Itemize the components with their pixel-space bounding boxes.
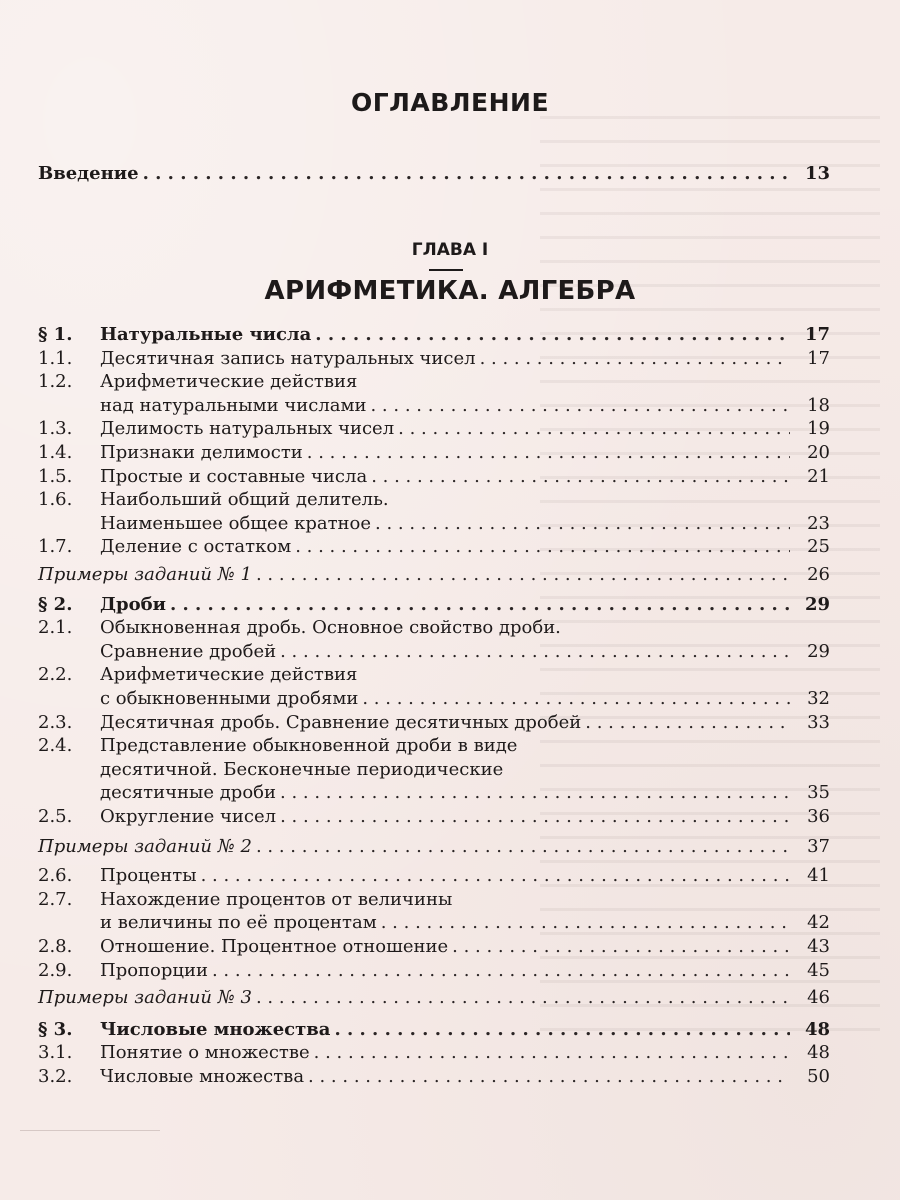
toc-entry[interactable] (38, 986, 830, 1010)
toc-entry[interactable] (38, 1018, 830, 1042)
entry-text: Натуральные числа (100, 324, 312, 345)
toc-entry[interactable] (38, 394, 830, 418)
toc-entry[interactable] (38, 616, 830, 640)
entry-page-number: 42 (807, 912, 830, 934)
dot-leader (362, 687, 790, 711)
entry-text: Примеры заданий № 3 (38, 987, 252, 1009)
entry-number: § 2. (38, 593, 73, 615)
toc-entry[interactable] (38, 563, 830, 587)
dot-leader (256, 986, 790, 1010)
entry-text: Признаки делимости (100, 442, 303, 463)
entry-number: 1.1. (38, 347, 73, 369)
entry-page-number: 17 (807, 347, 830, 369)
entry-text: Арифметические действия (100, 371, 358, 393)
dot-leader (375, 512, 790, 536)
entry-number: 1.7. (38, 536, 73, 558)
entry-page-number: 26 (807, 564, 830, 585)
toc-entry[interactable] (38, 512, 830, 536)
dot-leader (307, 441, 790, 465)
entry-page-number: 35 (807, 782, 830, 804)
entry-page-number: 17 (804, 324, 830, 345)
entry-number: 3.2. (38, 1066, 73, 1087)
entry-text: Отношение. Процентное отношение (100, 936, 449, 957)
chapter-divider (429, 269, 463, 271)
entry-number: § 3. (38, 1018, 73, 1040)
entry-page-number: 25 (807, 536, 830, 558)
dot-leader (480, 347, 790, 371)
entry-text: Наименьшее общее кратное (100, 512, 372, 534)
toc-entry[interactable] (38, 640, 830, 664)
toc-entry-introduction[interactable] (38, 162, 830, 186)
entry-number: 2.6. (38, 865, 73, 887)
entry-text: Простые и составные числа (100, 465, 368, 487)
dot-leader (452, 935, 790, 959)
entry-page-number: 29 (804, 593, 830, 615)
toc-entry[interactable] (38, 835, 830, 859)
entry-number: 1.2. (38, 371, 73, 393)
entry-text: Введение (38, 163, 139, 184)
entry-page-number: 48 (807, 1042, 830, 1064)
chapter-title: АРИФМЕТИКА. АЛГЕБРА (264, 276, 636, 306)
dot-leader (381, 911, 790, 935)
entry-number: 1.5. (38, 465, 73, 487)
entry-text: Примеры заданий № 1 (38, 564, 252, 585)
entry-text: Делимость натуральных чисел (100, 418, 395, 440)
entry-text: Числовые множества (100, 1066, 305, 1087)
toc-entry[interactable] (38, 935, 830, 959)
entry-number: 2.3. (38, 711, 73, 733)
entry-number: 1.4. (38, 442, 73, 463)
entry-page-number: 50 (807, 1066, 830, 1087)
toc-entry[interactable] (38, 1041, 830, 1065)
toc-entry[interactable] (38, 370, 830, 394)
entry-page-number: 46 (807, 987, 830, 1009)
entry-page-number: 41 (807, 865, 830, 887)
toc-entry[interactable] (38, 347, 830, 371)
dot-leader (201, 864, 790, 888)
entry-text: Десятичная дробь. Сравнение десятичных дробей (100, 711, 582, 733)
dot-leader (295, 535, 790, 559)
toc-entry[interactable] (38, 781, 830, 805)
dot-leader (256, 563, 790, 587)
entry-page-number: 13 (804, 163, 830, 184)
dot-leader (212, 959, 790, 983)
entry-text: десятичной. Бесконечные периодические (100, 758, 504, 780)
entry-number: 2.8. (38, 936, 73, 957)
dot-leader (585, 711, 790, 735)
entry-page-number: 43 (807, 936, 830, 957)
entry-text: Дроби (100, 593, 166, 615)
page-title: ОГЛАВЛЕНИЕ (350, 88, 550, 117)
toc-entry[interactable] (38, 888, 830, 912)
entry-number: 2.1. (38, 617, 73, 639)
dot-leader (170, 593, 790, 617)
entry-page-number: 48 (804, 1018, 830, 1040)
entry-page-number: 33 (807, 711, 830, 733)
entry-text: с обыкновенными дробями (100, 688, 359, 709)
entry-text: Пропорции (100, 959, 208, 981)
toc-entry[interactable] (38, 864, 830, 888)
entry-text: десятичные дроби (100, 782, 277, 804)
toc-entry[interactable] (38, 1065, 830, 1089)
entry-page-number: 29 (807, 640, 830, 662)
dot-leader (315, 323, 790, 347)
entry-page-number: 19 (807, 418, 830, 440)
dot-leader (143, 162, 790, 186)
entry-page-number: 32 (807, 688, 830, 709)
entry-text: Арифметические действия (100, 664, 358, 686)
dot-leader (371, 465, 790, 489)
entry-text: Представление обыкновенной дроби в виде (100, 735, 518, 757)
dot-leader (314, 1041, 790, 1065)
entry-page-number: 45 (807, 959, 830, 981)
entry-text: Проценты (100, 865, 197, 887)
toc-entry[interactable] (38, 535, 830, 559)
entry-number: 2.4. (38, 735, 73, 757)
page-edge-mark (20, 1130, 160, 1131)
entry-text: Понятие о множестве (100, 1042, 310, 1064)
entry-number: 3.1. (38, 1042, 73, 1064)
entry-number: 1.6. (38, 489, 73, 511)
dot-leader (280, 805, 790, 829)
entry-text: Нахождение процентов от величины (100, 888, 453, 910)
entry-text: Десятичная запись натуральных чисел (100, 347, 476, 369)
toc-entry[interactable] (38, 663, 830, 687)
entry-text: Деление с остатком (100, 536, 292, 558)
dot-leader (398, 417, 790, 441)
entry-number: 1.3. (38, 418, 73, 440)
toc-entry[interactable] (38, 711, 830, 735)
toc-entry[interactable] (38, 805, 830, 829)
toc-entry[interactable] (38, 417, 830, 441)
entry-page-number: 23 (807, 512, 830, 534)
toc-entry[interactable] (38, 959, 830, 983)
entry-number: 2.9. (38, 959, 73, 981)
dot-leader (308, 1065, 790, 1089)
entry-text: Примеры заданий № 2 (38, 835, 252, 857)
toc-entry[interactable] (38, 465, 830, 489)
dot-leader (280, 640, 790, 664)
toc-entry[interactable] (38, 687, 830, 711)
dot-leader (280, 781, 790, 805)
entry-text: Обыкновенная дробь. Основное свойство дроби. (100, 617, 561, 639)
dot-leader (370, 394, 790, 418)
toc-entry[interactable] (38, 911, 830, 935)
toc-entry[interactable] (38, 593, 830, 617)
entry-number: 2.2. (38, 664, 73, 686)
entry-text: Округление чисел (100, 806, 277, 827)
entry-number: 2.7. (38, 888, 73, 910)
entry-page-number: 36 (807, 806, 830, 827)
entry-text: над натуральными числами (100, 394, 367, 416)
entry-text: Сравнение дробей (100, 640, 277, 662)
chapter-label: ГЛАВА I (411, 240, 489, 260)
entry-text: и величины по её процентам (100, 912, 377, 934)
toc-entry[interactable] (38, 441, 830, 465)
entry-page-number: 21 (807, 465, 830, 487)
dot-leader (334, 1018, 790, 1042)
entry-text: Числовые множества (100, 1018, 331, 1040)
toc-entry[interactable] (38, 734, 830, 758)
entry-page-number: 37 (807, 835, 830, 857)
toc-entry[interactable] (38, 488, 830, 512)
toc-entry[interactable] (38, 758, 830, 782)
toc-entry[interactable] (38, 323, 830, 347)
entry-text: Наибольший общий делитель. (100, 489, 389, 511)
entry-number: § 1. (38, 324, 73, 345)
dot-leader (256, 835, 790, 859)
entry-page-number: 20 (807, 442, 830, 463)
entry-number: 2.5. (38, 806, 73, 827)
entry-page-number: 18 (807, 394, 830, 416)
